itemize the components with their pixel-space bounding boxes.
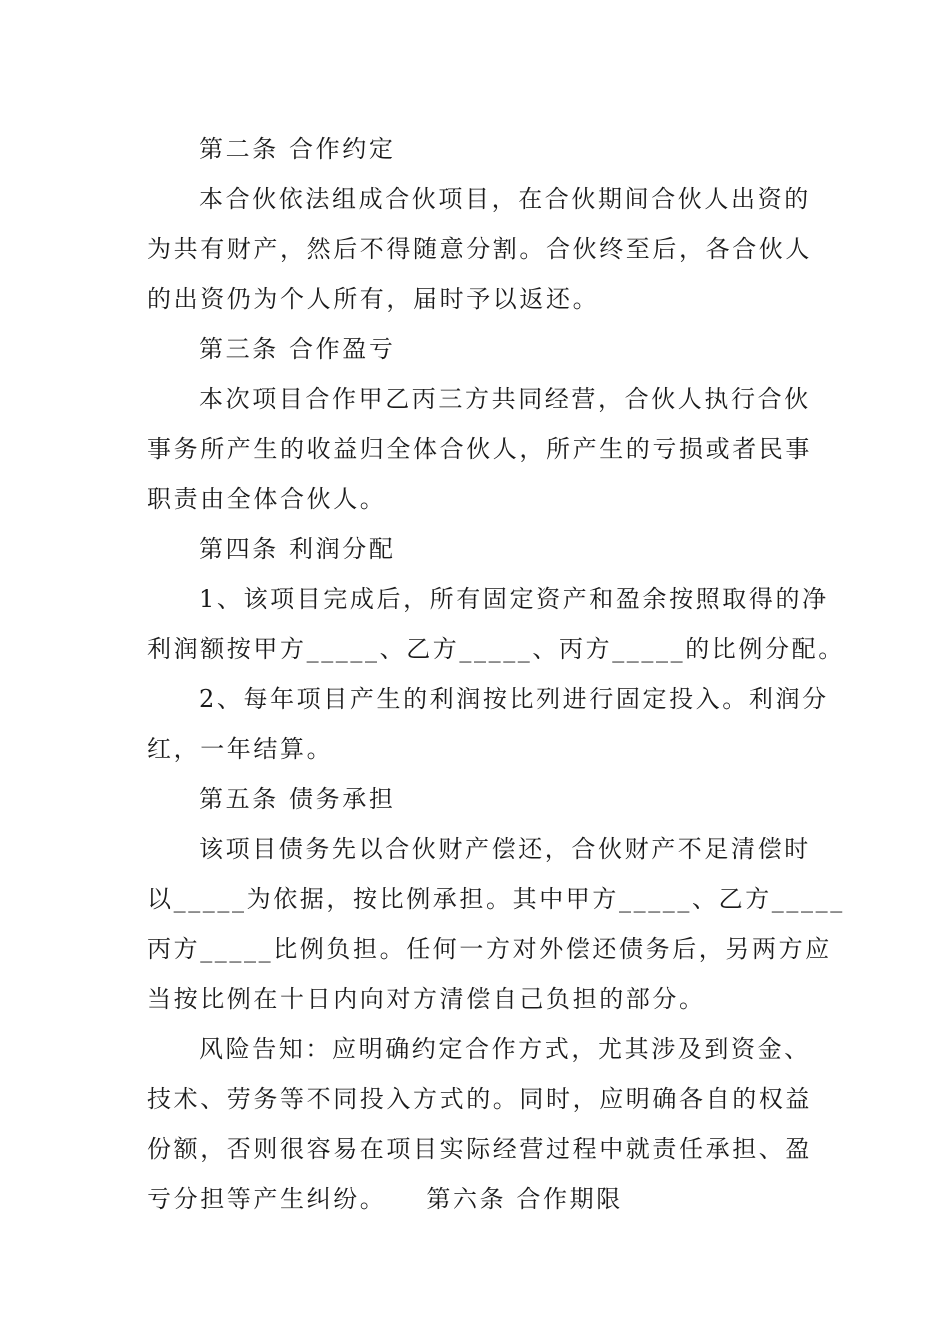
article-3-line-1: 本次项目合作甲乙丙三方共同经营，合伙人执行合伙 [199,385,811,413]
article-4-heading: 第四条 利润分配 [199,535,396,563]
article-5-line-4: 当按比例在十日内向对方清偿自己负担的部分。 [147,985,706,1013]
risk-notice-line-2: 技术、劳务等不同投入方式的。同时，应明确各自的权益 [147,1085,812,1113]
article-4-line-1: 1、该项目完成后，所有固定资产和盈余按照取得的净 [199,585,829,613]
risk-notice-line-3: 份额，否则很容易在项目实际经营过程中就责任承担、盈 [147,1135,812,1163]
risk-notice-line-4-text: 亏分担等产生纠纷。 [147,1185,387,1213]
article-5-line-2: 以_____为依据，按比例承担。其中甲方_____、乙方_____ [147,885,845,913]
article-4-line-4: 红，一年结算。 [147,735,334,763]
article-3-heading: 第三条 合作盈亏 [199,335,396,363]
article-2-heading: 第二条 合作约定 [199,135,396,163]
article-3-line-2: 事务所产生的收益归全体合伙人，所产生的亏损或者民事 [147,435,812,463]
article-5-heading: 第五条 债务承担 [199,785,396,813]
article-2-line-2: 为共有财产，然后不得随意分割。合伙终至后，各合伙人 [147,235,812,263]
article-4-line-3: 2、每年项目产生的利润按比列进行固定投入。利润分 [199,685,829,713]
article-2-line-3: 的出资仍为个人所有，届时予以返还。 [147,285,600,313]
article-5-line-1: 该项目债务先以合伙财产偿还，合伙财产不足清偿时 [199,835,811,863]
article-4-line-2: 利润额按甲方_____、乙方_____、丙方_____的比例分配。 [147,635,845,663]
document-body [147,124,845,1224]
article-5-line-3: 丙方_____比例负担。任何一方对外偿还债务后，另两方应 [147,935,832,963]
risk-notice-line-4 [147,1174,807,1224]
article-2-line-1: 本合伙依法组成合伙项目，在合伙期间合伙人出资的 [199,185,811,213]
risk-notice-line-1: 风险告知：应明确约定合作方式，尤其涉及到资金、 [199,1035,811,1063]
article-6-heading: 第六条 合作期限 [426,1185,623,1213]
article-3-line-3: 职责由全体合伙人。 [147,485,387,513]
